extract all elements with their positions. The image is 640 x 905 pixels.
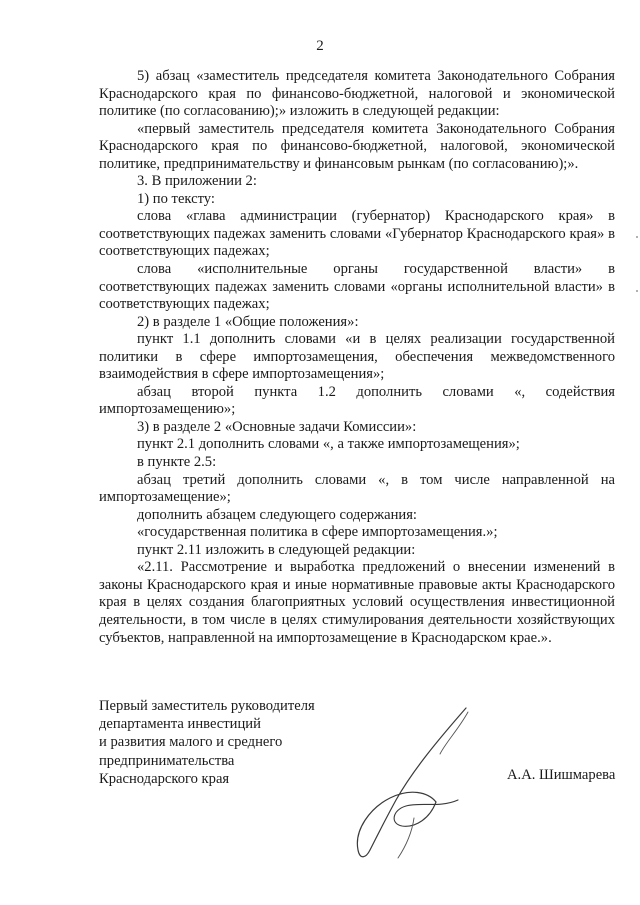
position-line: департамента инвестиций [99, 716, 261, 733]
paragraph: пункт 2.11 изложить в следующей редакции: [137, 541, 416, 558]
paragraph: пункт 2.1 дополнить словами «, а также импортозамещения»; [137, 436, 520, 453]
paragraph: «2.11. Рассмотрение и выработка предложений о внесении изменений в законы Краснодарского края и иные нормативные правовые акты Краснодарского края в целях создания благоприятных условий осуществления инвестиционной деятельности, в том числе в целях стимулирования деятельности хозяйствующих субъектов, направленной на импортозамещение в Краснодарском крае.». [99, 559, 615, 646]
paragraph: «первый заместитель председателя комитета Законодательного Собрания Краснодарского края по финансово-бюджетной, налоговой, экономической политике, предпринимательству и финансовым рынкам (по согласованию);». [99, 120, 615, 172]
signatory-position [99, 697, 315, 788]
paragraph: дополнить абзацем следующего содержания: [137, 506, 417, 523]
position-line: Краснодарского края [99, 770, 230, 787]
paragraph: 5) абзац «заместитель председателя комитета Законодательного Собрания Краснодарского края по финансово-бюджетной, налоговой и экономической политике (по согласованию);» изложить в следующей редакции: [99, 68, 615, 120]
document-body [99, 68, 615, 647]
page-number: 2 [316, 38, 324, 54]
paragraph: абзац второй пункта 1.2 дополнить словами «, содействия импортозамещению»; [99, 383, 615, 418]
scan-mark [636, 236, 638, 238]
paragraph: слова «глава администрации (губернатор) Краснодарского края» в соответствующих падежах заменить словами «Губернатор Краснодарского края» в соответствующих падежах; [99, 208, 615, 260]
position-line: предпринимательства [99, 752, 235, 769]
scan-mark [636, 290, 638, 292]
paragraph: пункт 1.1 дополнить словами «и в целях реализации государственной политики в сфере импортозамещения, обеспечения межведомственного взаимодействия в сфере импортозамещения»; [99, 331, 615, 383]
signer-name: А.А. Шишмарева [507, 767, 616, 783]
paragraph: «государственная политика в сфере импортозамещения.»; [137, 524, 498, 541]
paragraph: в пункте 2.5: [137, 454, 217, 471]
paragraph: слова «исполнительные органы государственной власти» в соответствующих падежах заменить словами «органы исполнительной власти» в соответствующих падежах; [99, 261, 615, 313]
position-line: Первый заместитель руководителя [99, 698, 315, 714]
position-line: и развития малого и среднего [99, 734, 283, 751]
handwritten-signature [318, 700, 498, 865]
paragraph: абзац третий дополнить словами «, в том числе направленной на импортозамещение»; [99, 471, 615, 506]
paragraph: 3. В приложении 2: [137, 173, 257, 190]
paragraph: 1) по тексту: [137, 190, 215, 207]
paragraph: 3) в разделе 2 «Основные задачи Комиссии»: [137, 418, 417, 435]
paragraph: 2) в разделе 1 «Общие положения»: [137, 313, 359, 330]
